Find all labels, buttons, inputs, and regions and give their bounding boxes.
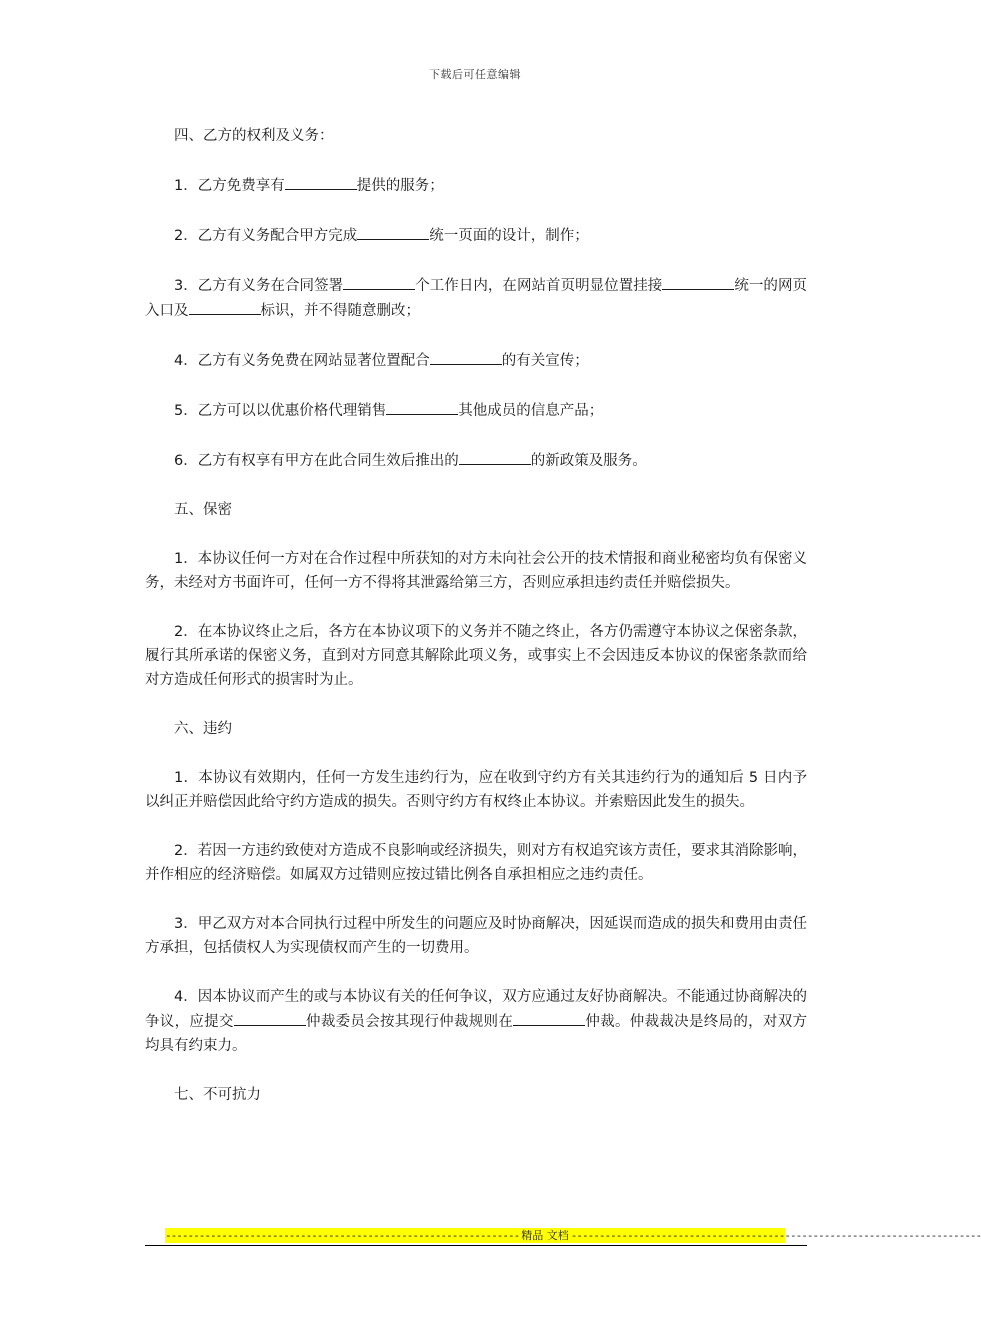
section-5-title: 五、保密 (174, 502, 232, 518)
text-run: 5．乙方可以以优惠价格代理销售 (174, 403, 387, 419)
text-run: 仲裁。仲裁裁决是终局的，对双方均具有约束力。 (145, 1014, 807, 1054)
section-4-title: 四、乙方的权利及义务： (174, 128, 334, 144)
text-run: 的新政策及服务。 (530, 453, 647, 469)
fill-in-blank[interactable] (189, 298, 261, 315)
text-run: 个工作日内，在网站首页明显位置挂接 (415, 278, 663, 294)
section-6-item-4 (145, 985, 807, 1058)
fill-in-blank[interactable] (430, 348, 502, 365)
text-run: 统一的网页入口及 (145, 278, 808, 319)
section-7-title: 七、不可抗力 (174, 1087, 261, 1103)
text-run: 提供的服务； (356, 178, 444, 194)
section-4-item-2 (145, 223, 807, 248)
footer-dashes-left: --------------------------------------------------------------- (165, 1229, 520, 1242)
text-run: 4．因本协议而产生的或与本协议有关的任何争议，双方应通过友好协商解决。不能通过协商解决的争议，应提交 (145, 989, 807, 1030)
section-6-item-3: 3．甲乙双方对本合同执行过程中所发生的问题应及时协商解决，因延误而造成的损失和费用由责任方承担，包括债权人为实现债权而产生的一切费用。 (145, 916, 807, 956)
footer-dashes-right: ------------------------------------------------------------------------- (570, 1229, 981, 1242)
document-body (145, 124, 807, 1132)
text-run: 3．乙方有义务在合同签署 (174, 278, 344, 294)
fill-in-blank[interactable] (343, 273, 415, 290)
text-run: 1．乙方免费享有 (174, 178, 285, 194)
text-run: 2．乙方有义务配合甲方完成 (174, 228, 358, 244)
text-run: 的有关宣传； (501, 353, 589, 369)
text-run: 标识，并不得随意删改； (260, 303, 420, 319)
fill-in-blank[interactable] (357, 223, 429, 240)
fill-in-blank[interactable] (386, 398, 458, 415)
section-6-item-2: 2．若因一方违约致使对方造成不良影响或经济损失，则对方有权追究该方责任，要求其消除影响，并作相应的经济赔偿。如属双方过错则应按过错比例各自承担相应之违约责任。 (145, 843, 807, 883)
footer-watermark-band (165, 1228, 981, 1243)
section-6-title: 六、违约 (174, 721, 232, 737)
fill-in-blank[interactable] (459, 448, 531, 465)
section-4-item-6 (145, 448, 807, 473)
section-5-item-1: 1．本协议任何一方对在合作过程中所获知的对方未向社会公开的技术情报和商业秘密均负有保密义务，未经对方书面许可，任何一方不得将其泄露给第三方，否则应承担违约责任并赔偿损失。 (145, 551, 807, 591)
section-5-item-2: 2．在本协议终止之后，各方在本协议项下的义务并不随之终止，各方仍需遵守本协议之保密条款，履行其所承诺的保密义务，直到对方同意其解除此项义务，或事实上不会因违反本协议的保密条款而给对方造成任何形式的损害时为止。 (145, 624, 807, 688)
fill-in-blank[interactable] (285, 173, 357, 190)
section-6-item-1: 1．本协议有效期内，任何一方发生违约行为，应在收到守约方有关其违约行为的通知后 5 日内予以纠正并赔偿因此给守约方造成的损失。否则守约方有权终止本协议。并索赔因此发生的损失。 (145, 770, 807, 810)
header-note: 下载后可任意编辑 (429, 68, 521, 81)
footer-label: 精品 文档 (521, 1229, 569, 1242)
section-4-item-5 (145, 398, 807, 423)
text-run: 4．乙方有义务免费在网站显著位置配合 (174, 353, 430, 369)
text-run: 6．乙方有权享有甲方在此合同生效后推出的 (174, 453, 459, 469)
section-4-item-4 (145, 348, 807, 373)
text-run: 统一页面的设计，制作； (429, 228, 589, 244)
fill-in-blank[interactable] (662, 273, 734, 290)
fill-in-blank[interactable] (234, 1009, 306, 1026)
footer-divider (145, 1245, 807, 1246)
section-4-item-3 (145, 273, 807, 323)
fill-in-blank[interactable] (513, 1009, 585, 1026)
text-run: 仲裁委员会按其现行仲裁规则在 (305, 1014, 514, 1030)
section-4-item-1 (145, 173, 807, 198)
text-run: 其他成员的信息产品； (458, 403, 604, 419)
